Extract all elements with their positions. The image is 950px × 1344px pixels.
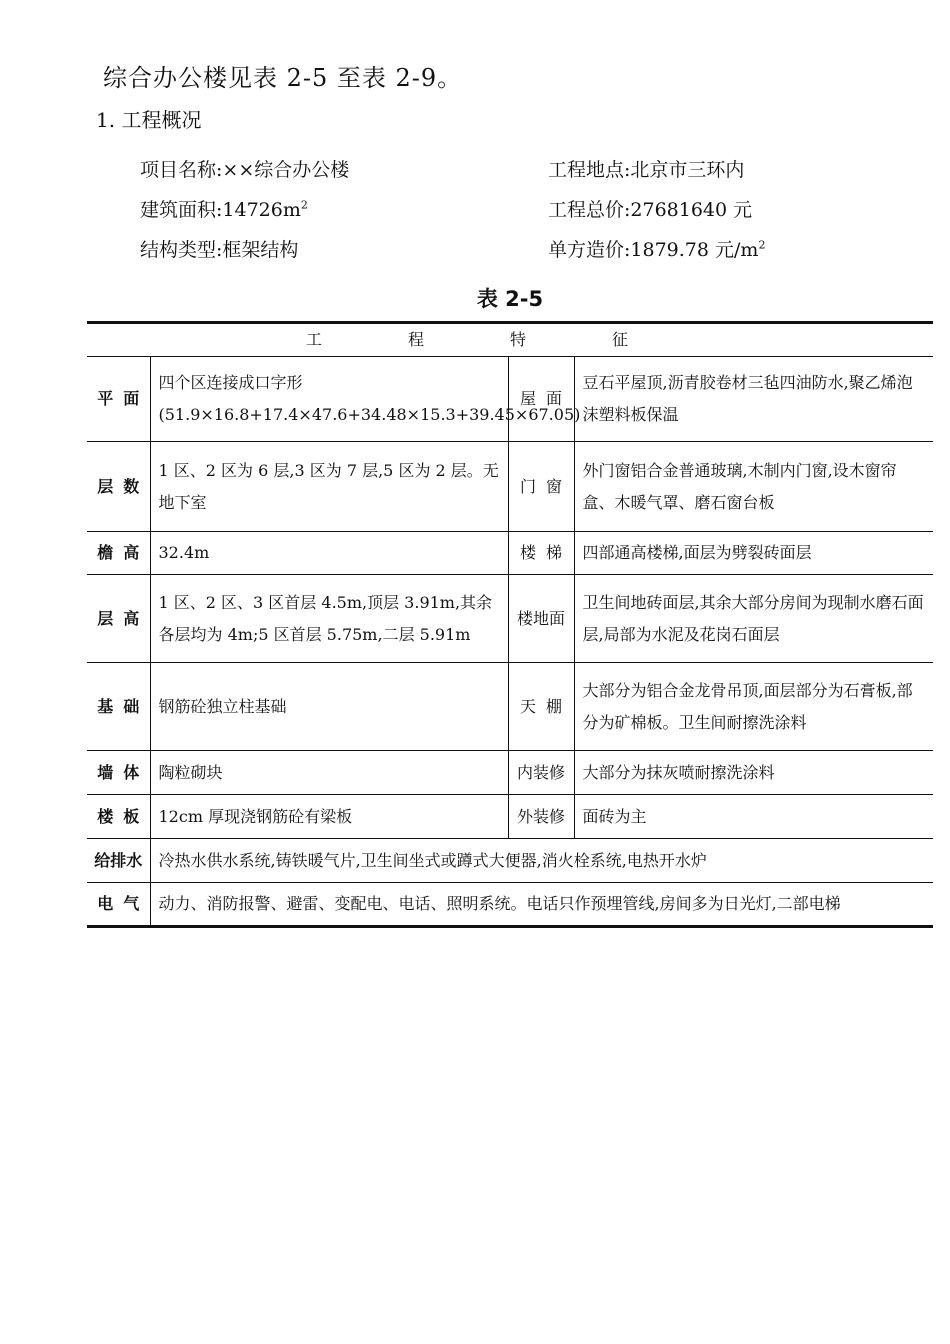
row-value: 12cm 厚现浇钢筋砼有梁板	[150, 795, 508, 839]
table-row	[87, 575, 933, 663]
row-value: 大部分为抹灰喷耐擦洗涂料	[574, 751, 933, 795]
row-value: 豆石平屋顶,沥青胶卷材三毡四油防水,聚乙烯泡沫塑料板保温	[574, 357, 933, 442]
unit-price-unit-sup: 2	[758, 238, 766, 252]
section-title: 1. 工程概况	[96, 108, 202, 132]
row-value: 动力、消防报警、避雷、变配电、电话、照明系统。电话只作预埋管线,房间多为日光灯,二部电梯	[150, 883, 933, 927]
row-value: 卫生间地砖面层,其余大部分房间为现制水磨石面层,局部为水泥及花岗石面层	[574, 575, 933, 663]
row-label: 檐高	[87, 532, 150, 575]
table-row	[87, 751, 933, 795]
table-header-row	[87, 323, 933, 357]
building-area-unit-sup: 2	[300, 198, 308, 212]
structure-type: 结构类型:框架结构	[140, 239, 299, 261]
building-area-value: 建筑面积:14726m	[140, 199, 301, 221]
row-value: 四个区连接成口字形(51.9×16.8+17.4×47.6+34.48×15.3+39.45×67.05)	[150, 357, 508, 442]
project-location: 工程地点:北京市三环内	[548, 159, 745, 181]
row-value: 冷热水供水系统,铸铁暖气片,卫生间坐式或蹲式大便器,消火栓系统,电热开水炉	[150, 839, 933, 883]
row-label: 楼梯	[508, 532, 574, 575]
row-label: 给排水	[87, 839, 150, 883]
table-row	[87, 663, 933, 751]
row-label: 内装修	[508, 751, 574, 795]
table-header: 工程特征	[87, 323, 933, 357]
table-row	[87, 532, 933, 575]
table-row	[87, 795, 933, 839]
row-label: 层数	[87, 442, 150, 532]
row-value: 面砖为主	[574, 795, 933, 839]
row-label: 楼板	[87, 795, 150, 839]
project-name: 项目名称:××综合办公楼	[140, 159, 350, 181]
row-label: 屋面	[508, 357, 574, 442]
table-row	[87, 839, 933, 883]
unit-price-value: 单方造价:1879.78 元/m	[548, 239, 759, 261]
row-label: 墙体	[87, 751, 150, 795]
row-value: 32.4m	[150, 532, 508, 575]
row-value: 外门窗铝合金普通玻璃,木制内门窗,设木窗帘盒、木暖气罩、磨石窗台板	[574, 442, 933, 532]
table-row	[87, 442, 933, 532]
row-label: 门窗	[508, 442, 574, 532]
intro-text: 综合办公楼见表 2-5 至表 2-9。	[103, 64, 463, 92]
unit-price	[548, 235, 765, 262]
table-row	[87, 357, 933, 442]
table-title: 表 2-5	[476, 287, 544, 311]
row-label: 外装修	[508, 795, 574, 839]
row-value: 大部分为铝合金龙骨吊顶,面层部分为石膏板,部分为矿棉板。卫生间耐擦洗涂料	[574, 663, 933, 751]
engineering-features-table	[87, 321, 933, 928]
row-value: 1 区、2 区、3 区首层 4.5m,顶层 3.91m,其余各层均为 4m;5 区首层 5.75m,二层 5.91m	[150, 575, 508, 663]
total-price: 工程总价:27681640 元	[548, 199, 753, 221]
row-label: 电气	[87, 883, 150, 927]
table-row	[87, 883, 933, 927]
row-value: 1 区、2 区为 6 层,3 区为 7 层,5 区为 2 层。无地下室	[150, 442, 508, 532]
row-value: 钢筋砼独立柱基础	[150, 663, 508, 751]
building-area	[140, 195, 308, 222]
row-label: 平面	[87, 357, 150, 442]
row-label: 天棚	[508, 663, 574, 751]
row-label: 层高	[87, 575, 150, 663]
row-value: 陶粒砌块	[150, 751, 508, 795]
row-value: 四部通高楼梯,面层为劈裂砖面层	[574, 532, 933, 575]
row-label: 基础	[87, 663, 150, 751]
row-label: 楼地面	[508, 575, 574, 663]
